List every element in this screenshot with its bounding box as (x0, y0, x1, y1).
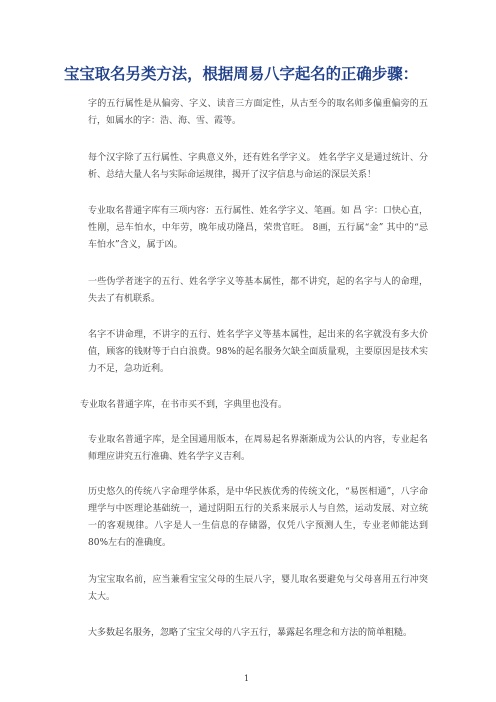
paragraph-8: 历史悠久的传统八字命理学体系，是中华民族优秀的传统文化，“易医相通”，八字命理学与中医理论基础统一，通过阴阳五行的关系来展示人与自然，运动发展、对立统一的客观规律。八字是人一生信息的存储器，仅凭八字预测人生，专业老师能达到80%左右的准确度。 (88, 487, 428, 548)
paragraph-1: 字的五行属性是从偏旁、字义、读音三方面定性，从古至今的取名师多偏重偏旁的五行，如属水的字：浩、海、雪、霞等。 (88, 99, 428, 126)
page-number: 1 (244, 674, 250, 683)
paragraph-5: 名字不讲命理，不讲字的五行、姓名学字义等基本属性，起出来的名字就没有多大价值，顾客的钱财等于白白浪费。98%的起名服务欠缺全面质量观，主要原因是技术实力不足，急功近利。 (88, 330, 428, 374)
paragraph-2: 每个汉字除了五行属性、字典意义外，还有姓名学字义。 姓名学字义是通过统计、分析、总结大量人名与实际命运规律，揭开了汉字信息与命运的深层关系！ (88, 153, 428, 180)
paragraph-4: 一些伪学者迷字的五行、姓名学字义等基本属性，都不讲究，起的名字与人的命理，失去了有机联系。 (88, 277, 428, 304)
paragraph-10: 大多数起名服务，忽略了宝宝父母的八字五行，暴露起名理念和方法的简单粗糙。 (88, 628, 413, 638)
paragraph-6: 专业取名普通字库，在书市买不到，字典里也没有。 (80, 400, 288, 410)
paragraph-9: 为宝宝取名前，应当兼看宝宝父母的生辰八字，婴儿取名要避免与父母喜用五行冲突太大。 (88, 575, 428, 602)
paragraph-3: 专业取名普通字库有三项内容：五行属性、姓名学字义、笔画。如 昌 字：口快心直，性刚，忌车怕水，中年劳，晚年成功隆昌，荣贵官旺。 8画，五行属“金” 其中的“忌车怕水”含义，属于凶。 (88, 206, 428, 250)
page-title: 宝宝取名另类方法，根据周易八字起名的正确步骤： (64, 65, 418, 83)
paragraph-7: 专业取名普通字库，是全国通用版本，在周易起名界渐渐成为公认的内容，专业起名师理应讲究五行准确、姓名学字义吉利。 (88, 435, 428, 462)
